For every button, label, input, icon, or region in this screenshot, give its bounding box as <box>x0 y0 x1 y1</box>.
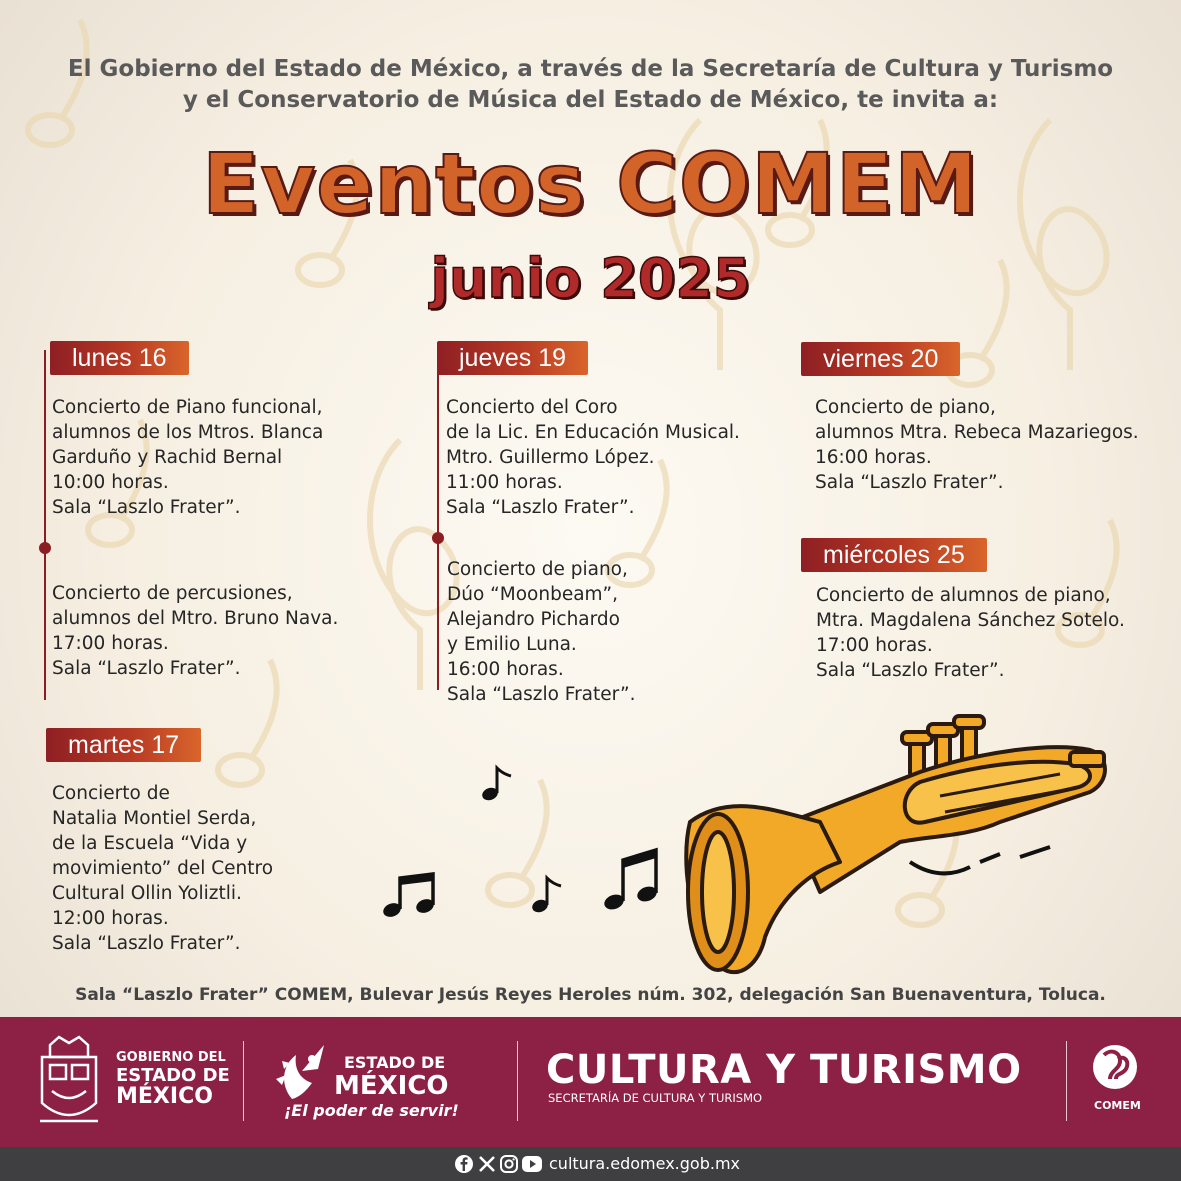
poster-subtitle: junio 2025 <box>430 247 751 310</box>
event-lunes-1: Concierto de Piano funcional, alumnos de los Mtros. Blanca Garduño y Rachid Bernal 10:00 horas. Sala “Laszlo Frater”. <box>52 397 324 518</box>
hummingbird-logo-icon <box>272 1039 336 1109</box>
footer-separator <box>1066 1041 1067 1121</box>
estado-line-1: ESTADO DE <box>344 1053 446 1072</box>
footer-separator <box>517 1041 518 1121</box>
youtube-icon[interactable] <box>521 1155 543 1173</box>
event-lunes-2: Concierto de percusiones, alumnos del Mtro. Bruno Nava. 17:00 horas. Sala “Laszlo Frater”. <box>52 583 339 679</box>
event-jueves-2: Concierto de piano, Dúo “Moonbeam”, Alejandro Pichardo y Emilio Luna. 16:00 horas. Sala “Laszlo Frater”. <box>447 559 636 705</box>
footer-separator <box>243 1041 244 1121</box>
cultura-subtitle: SECRETARÍA DE CULTURA Y TURISMO <box>548 1091 763 1105</box>
timeline-dot-lunes <box>39 542 51 554</box>
website-link[interactable]: cultura.edomex.gob.mx <box>549 1154 740 1173</box>
day-label-jueves: jueves 19 <box>437 341 588 375</box>
x-icon[interactable] <box>477 1154 497 1174</box>
day-label-lunes: lunes 16 <box>50 341 189 375</box>
music-note-icon <box>528 872 568 916</box>
gobierno-line-1: GOBIERNO DEL <box>116 1050 226 1065</box>
day-label-miercoles: miércoles 25 <box>801 538 987 572</box>
intro-line-2: y el Conservatorio de Música del Estado de México, te invita a: <box>182 87 999 113</box>
comem-logo-icon <box>1090 1041 1140 1093</box>
timeline-line-lunes <box>44 350 46 700</box>
edomex-coat-of-arms-icon <box>34 1035 104 1131</box>
comem-label: COMEM <box>1094 1099 1141 1112</box>
timeline-line-jueves <box>437 350 439 690</box>
facebook-icon[interactable] <box>454 1154 474 1174</box>
timeline-dot-jueves <box>432 532 444 544</box>
music-note-icon <box>478 764 518 804</box>
event-viernes-1: Concierto de piano, alumnos Mtra. Rebeca Mazariegos. 16:00 horas. Sala “Laszlo Frater”. <box>815 397 1139 493</box>
venue-address: Sala “Laszlo Frater” COMEM, Bulevar Jesús Reyes Heroles núm. 302, delegación San Buenaventura, Toluca. <box>75 985 1106 1005</box>
day-label-martes: martes 17 <box>46 728 201 762</box>
event-martes-1: Concierto de Natalia Montiel Serda, de la Escuela “Vida y movimiento” del Centro Cultural Ollin Yoliztli. 12:00 horas. Sala “Laszlo Frater”. <box>52 783 274 954</box>
instagram-icon[interactable] <box>499 1154 519 1174</box>
intro-line-1: El Gobierno del Estado de México, a través de la Secretaría de Cultura y Turismo <box>67 56 1114 82</box>
social-bar <box>0 1147 1181 1181</box>
double-note-icon <box>380 870 440 920</box>
footer-bar <box>0 1017 1181 1147</box>
gobierno-line-2: ESTADO DE <box>116 1065 230 1086</box>
cultura-title: CULTURA Y TURISMO <box>546 1047 1022 1093</box>
day-label-viernes: viernes 20 <box>801 342 960 376</box>
poster-title: Eventos COMEM <box>202 135 979 233</box>
double-note-icon <box>602 846 662 914</box>
gobierno-line-3: MÉXICO <box>116 1084 213 1109</box>
estado-slogan: ¡El poder de servir! <box>284 1101 459 1120</box>
estado-line-2: MÉXICO <box>334 1071 449 1101</box>
event-miercoles-1: Concierto de alumnos de piano, Mtra. Magdalena Sánchez Sotelo. 17:00 horas. Sala “Laszlo Frater”. <box>816 585 1125 681</box>
trumpet-illustration <box>670 712 1130 982</box>
event-jueves-1: Concierto del Coro de la Lic. En Educación Musical. Mtro. Guillermo López. 11:00 horas. Sala “Laszlo Frater”. <box>446 397 740 518</box>
